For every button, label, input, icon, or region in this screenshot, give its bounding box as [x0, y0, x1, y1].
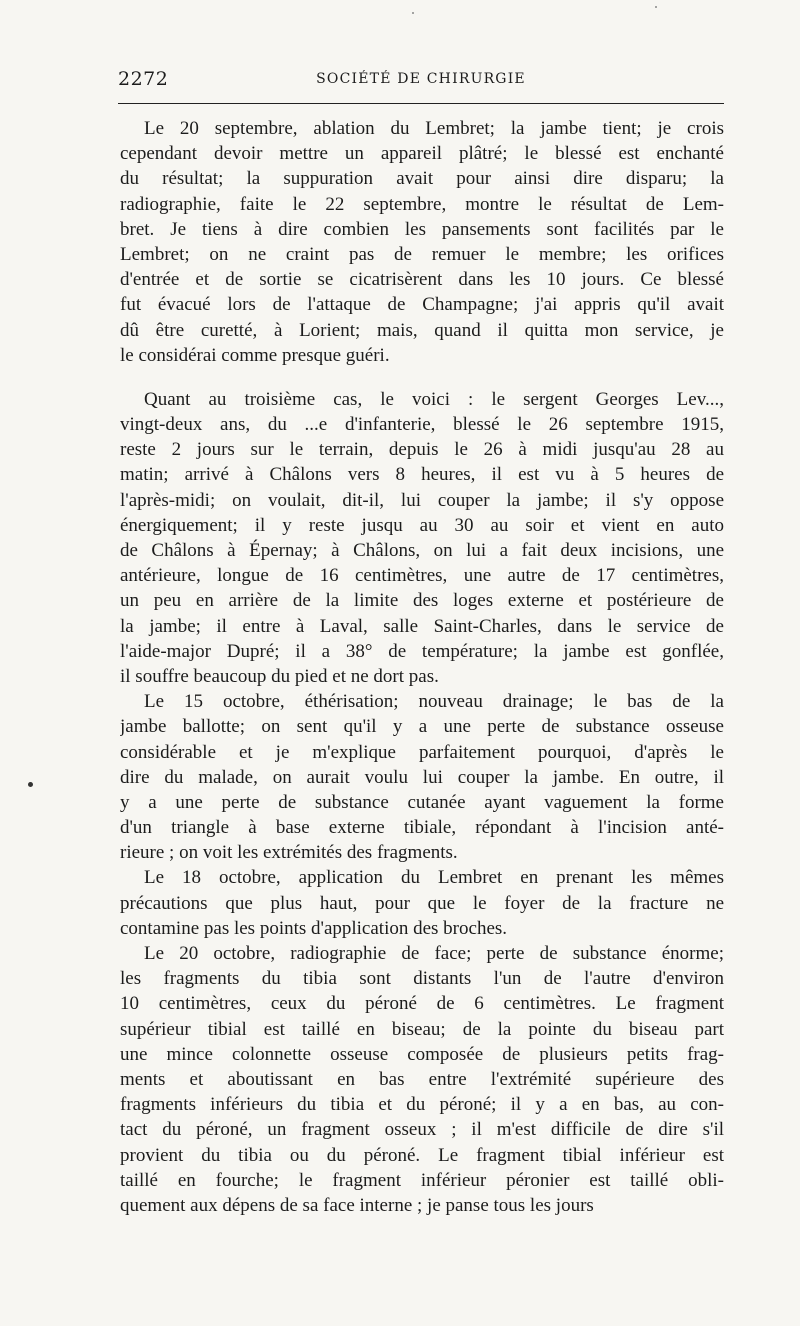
paragraph — [120, 387, 724, 689]
text-line: d'entrée et de sortie se cicatrisèrent dans les 10 jours. Ce blessé — [120, 269, 724, 291]
text-line: vingt-deux ans, du ...e d'infanterie, blessé le 26 septembre 1915, — [120, 414, 724, 436]
text-line: énergiquement; il y reste jusqu au 30 au soir et vient en auto — [120, 514, 724, 536]
text-line: fut évacué lors de l'attaque de Champagne; j'ai appris qu'il avait — [120, 294, 724, 316]
text-line: Quant au troisième cas, le voici : le sergent Georges Lev..., — [144, 388, 724, 410]
header-rule — [118, 103, 724, 104]
text-line: il souffre beaucoup du pied et ne dort pas. — [120, 665, 439, 687]
text-line: la jambe; il entre à Laval, salle Saint-Charles, dans le service de — [120, 615, 724, 637]
text-line: dû être curetté, à Lorient; mais, quand il quitta mon service, je — [120, 319, 724, 341]
text-line: une mince colonnette osseuse composée de plusieurs petits frag- — [120, 1043, 724, 1065]
text-line: ments et aboutissant en bas entre l'extrémité supérieure des — [120, 1068, 724, 1090]
text-line: Lembret; on ne craint pas de remuer le membre; les orifices — [120, 243, 724, 265]
text-line: de Châlons à Épernay; à Châlons, on lui a fait deux incisions, une — [120, 540, 724, 561]
text-line: un peu en arrière de la limite des loges externe et postérieure de — [120, 590, 724, 612]
text-line: les fragments du tibia sont distants l'un de l'autre d'environ — [120, 968, 724, 990]
paper-speck — [655, 6, 657, 8]
text-line: Le 20 septembre, ablation du Lembret; la jambe tient; je crois — [144, 118, 724, 139]
text-line: Le 15 octobre, éthérisation; nouveau drainage; le bas de la — [144, 691, 724, 713]
running-title: SOCIÉTÉ DE CHIRURGIE — [316, 71, 526, 87]
text-line: contamine pas les points d'application des broches. — [120, 917, 508, 939]
text-line: y a une perte de substance cutanée ayant vaguement la forme — [120, 791, 724, 813]
text-line: le considérai comme presque guéri. — [120, 344, 390, 366]
text-line: taillé en fourche; le fragment inférieur péronier est taillé obli- — [120, 1169, 724, 1191]
text-line: jambe ballotte; on sent qu'il y a une perte de substance osseuse — [120, 716, 724, 738]
paragraph — [120, 116, 724, 368]
text-line: 10 centimètres, ceux du péroné de 6 centimètres. Le fragment — [120, 993, 724, 1015]
text-line: cependant devoir mettre un appareil plâtré; le blessé est enchanté — [120, 143, 724, 165]
text-line: dire du malade, on aurait voulu lui couper la jambe. En outre, il — [120, 766, 724, 788]
paragraph — [120, 941, 724, 1218]
text-line: radiographie, faite le 22 septembre, montre le résultat de Lem- — [120, 193, 724, 215]
text-line: rieure ; on voit les extrémités des fragments. — [120, 842, 458, 864]
text-line: l'aide-major Dupré; il a 38° de température; la jambe est gonflée, — [120, 640, 724, 662]
text-line: précautions que plus haut, pour que le foyer de la fracture ne — [120, 892, 724, 914]
paragraph — [120, 689, 724, 865]
text-line: l'après-midi; on voulait, dit-il, lui couper la jambe; il s'y oppose — [120, 489, 724, 511]
text-line: provient du tibia ou du péroné. Le fragment tibial inférieur est — [120, 1144, 724, 1166]
text-line: supérieur tibial est taillé en biseau; de la pointe du biseau part — [120, 1018, 724, 1040]
paragraph — [120, 865, 724, 941]
text-line: quement aux dépens de sa face interne ; je panse tous les jours — [120, 1194, 594, 1216]
margin-mark — [28, 782, 33, 787]
body-text — [120, 116, 724, 1218]
text-line: d'un triangle à base externe tibiale, répondant à l'incision anté- — [120, 817, 724, 839]
text-line: matin; arrivé à Châlons vers 8 heures, il est vu à 5 heures de — [120, 464, 724, 486]
text-line: fragments inférieurs du tibia et du péroné; il y a en bas, au con- — [120, 1094, 724, 1116]
text-line: Le 18 octobre, application du Lembret en prenant les mêmes — [144, 867, 724, 889]
page-header — [118, 62, 724, 96]
text-line: antérieure, longue de 16 centimètres, une autre de 17 centimètres, — [120, 565, 724, 587]
text-line: Le 20 octobre, radiographie de face; perte de substance énorme; — [144, 943, 724, 964]
paragraph-gap — [120, 368, 724, 387]
page-number: 2272 — [118, 68, 169, 90]
paper-speck — [412, 12, 414, 14]
text-line: tact du péroné, un fragment osseux ; il m'est difficile de dire s'il — [120, 1119, 724, 1141]
text-line: considérable et je m'explique parfaitement pourquoi, d'après le — [120, 741, 724, 763]
text-line: bret. Je tiens à dire combien les pansements sont facilités par le — [120, 218, 724, 240]
text-line: reste 2 jours sur le terrain, depuis le 26 à midi jusqu'au 28 au — [120, 439, 724, 461]
text-line: du résultat; la suppuration avait pour ainsi dire disparu; la — [120, 168, 724, 190]
